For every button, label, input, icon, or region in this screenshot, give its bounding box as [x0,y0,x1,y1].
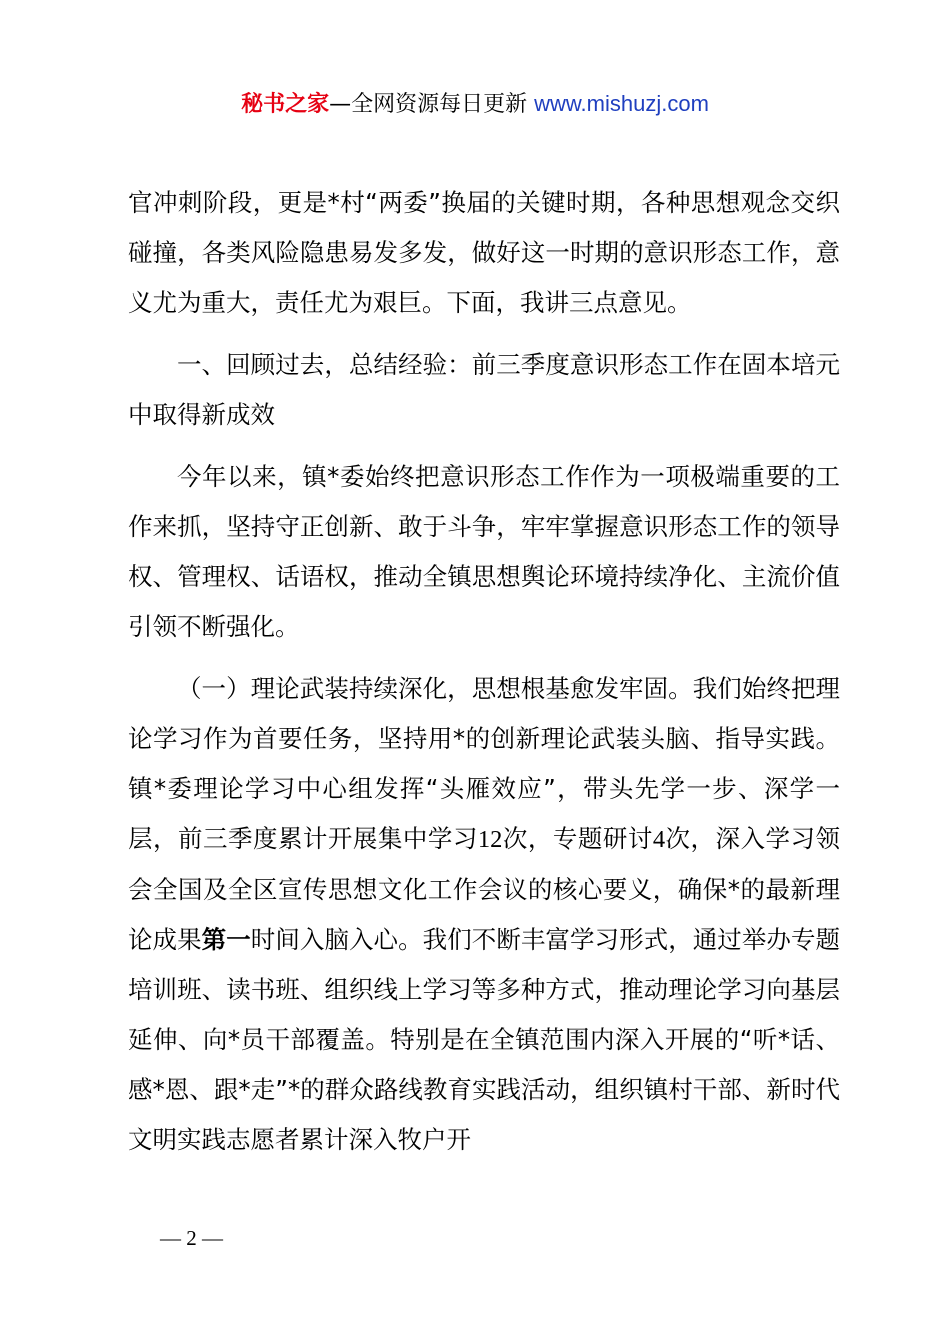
site-brand: 秘书之家 [241,92,330,117]
paragraph-theory-part1: （一）理论武装持续深化，思想根基愈发牢固。我们始终把理论学习作为首要任务，坚持用*的创新理论武装头脑、指导实践。镇*委理论学习中心组发挥“头雁效应”，带头先学一步、深学一层，前三季度累计开展集中学习 [128,674,840,853]
document-body [128,178,840,1165]
seminar-count: 4 [652,826,666,853]
paragraph-intro: 今年以来，镇*委始终把意识形态工作作为一项极端重要的工作来抓，坚持守正创新、敢于斗争，牢牢掌握意识形态工作的领导权、管理权、话语权，推动全镇思想舆论环境持续净化、主流价值引领不断强化。 [128,462,840,641]
page-number: — 2 — [160,1226,223,1250]
section-heading: 一、回顾过去，总结经验：前三季度意识形态工作在固本培元中取得新成效 [128,350,840,429]
paragraph-theory-part3: 次，深入学习领会全国及全区宣传思想文化工作会议的核心要义，确保*的最新理论成果 [128,824,840,954]
paragraph-theory [128,664,840,1165]
site-header [0,86,950,123]
paragraph-theory-part4: 时间入脑入心。我们不断丰富学习形式，通过举办专题培训班、读书班、组织线上学习等多种方式，推动理论学习向基层延伸、向*员干部覆盖。特别是在全镇范围内深入开展的“听*话、感*恩、跟*走”*的群众路线教育实践活动，组织镇村干部、新时代文明实践志愿者累计深入牧户开 [128,925,841,1154]
paragraph-continuation: 官冲刺阶段，更是*村“两委”换届的关键时期，各种思想观念交织碰撞，各类风险隐患易发多发，做好这一时期的意识形态工作，意义尤为重大，责任尤为艰巨。下面，我讲三点意见。 [128,188,840,317]
study-count: 12 [477,826,503,853]
paragraph-theory-part2: 次，专题研讨 [502,824,653,853]
site-url-link[interactable]: www.mishuzj.com [534,91,709,116]
emphasis-first: 第一 [201,925,251,954]
site-tagline: —全网资源每日更新 [329,92,528,117]
